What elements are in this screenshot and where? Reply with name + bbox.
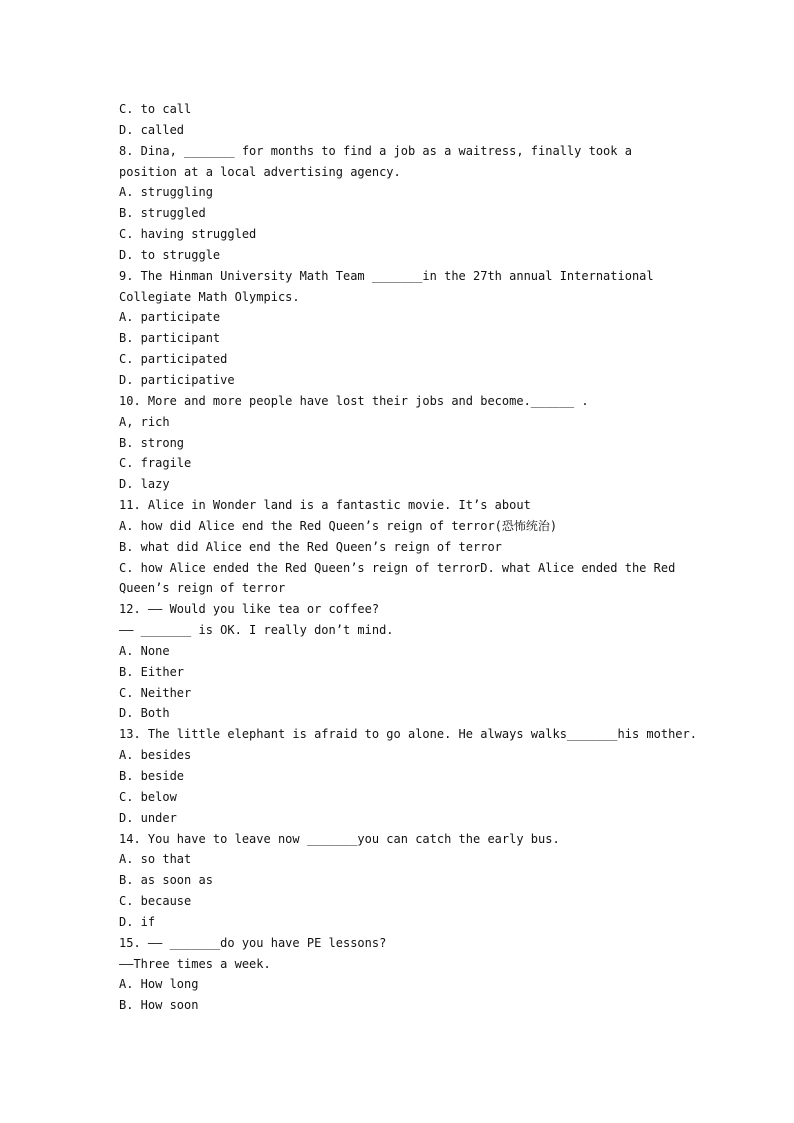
question-12-option-a: A. None xyxy=(119,643,170,658)
question-8-option-b: B. struggled xyxy=(119,206,206,221)
question-12-option-b: B. Either xyxy=(119,664,185,679)
question-11-option-c-d: C. how Alice ended the Red Queen’s reign of terrorD. what Alice ended the Red xyxy=(119,560,676,575)
question-15-option-a: A. How long xyxy=(119,977,199,992)
option-d-called: D. called xyxy=(119,122,185,137)
question-11-option-b: B. what did Alice end the Red Queen’s reign of terror xyxy=(119,539,502,554)
question-14-option-d: D. if xyxy=(119,914,156,929)
question-text-block xyxy=(119,99,697,1016)
question-10-option-b: B. strong xyxy=(119,435,185,450)
question-13-stem: 13. The little elephant is afraid to go alone. He always walks_______his mother. xyxy=(119,727,697,742)
question-15-reply: ——Three times a week. xyxy=(119,956,271,971)
question-9-stem-cont: Collegiate Math Olympics. xyxy=(119,289,300,304)
question-14-option-b: B. as soon as xyxy=(119,873,213,888)
question-12-option-c: C. Neither xyxy=(119,685,192,700)
question-13-option-a: A. besides xyxy=(119,748,192,763)
question-12-option-d: D. Both xyxy=(119,706,170,721)
option-c-to-call: C. to call xyxy=(119,102,192,116)
question-8-option-c: C. having struggled xyxy=(119,227,257,242)
question-15-option-b: B. How soon xyxy=(119,998,199,1013)
question-8-stem-cont: position at a local advertising agency. xyxy=(119,164,401,179)
question-9-stem: 9. The Hinman University Math Team _______in the 27th annual International xyxy=(119,268,654,283)
question-14-stem: 14. You have to leave now _______you can catch the early bus. xyxy=(119,831,560,846)
question-8-option-d: D. to struggle xyxy=(119,247,221,262)
question-9-option-c: C. participated xyxy=(119,352,228,367)
question-12-stem: 12. —— Would you like tea or coffee? xyxy=(119,602,380,617)
question-12-reply: —— _______ is OK. I really don’t mind. xyxy=(119,623,394,638)
question-9-option-d: D. participative xyxy=(119,372,235,387)
question-11-stem: 11. Alice in Wonder land is a fantastic movie. It’s about xyxy=(119,498,531,513)
question-11-option-a: A. how did Alice end the Red Queen’s reign of terror(恐怖统治) xyxy=(119,518,558,533)
question-13-option-d: D. under xyxy=(119,810,177,825)
question-11-option-d-cont: Queen’s reign of terror xyxy=(119,581,286,596)
question-8-option-a: A. struggling xyxy=(119,185,213,200)
question-14-option-a: A. so that xyxy=(119,852,192,867)
question-10-option-c: C. fragile xyxy=(119,456,192,471)
question-13-option-c: C. below xyxy=(119,789,177,804)
question-10-option-a: A, rich xyxy=(119,414,170,429)
question-9-option-a: A. participate xyxy=(119,310,221,325)
question-14-option-c: C. because xyxy=(119,894,192,909)
question-10-stem: 10. More and more people have lost their jobs and become.______ . xyxy=(119,393,589,408)
question-15-stem: 15. —— _______do you have PE lessons? xyxy=(119,935,387,950)
question-8-stem: 8. Dina, _______ for months to find a job as a waitress, finally took a xyxy=(119,143,632,158)
question-13-option-b: B. beside xyxy=(119,769,185,783)
question-10-option-d: D. lazy xyxy=(119,477,170,492)
question-9-option-b: B. participant xyxy=(119,331,221,346)
